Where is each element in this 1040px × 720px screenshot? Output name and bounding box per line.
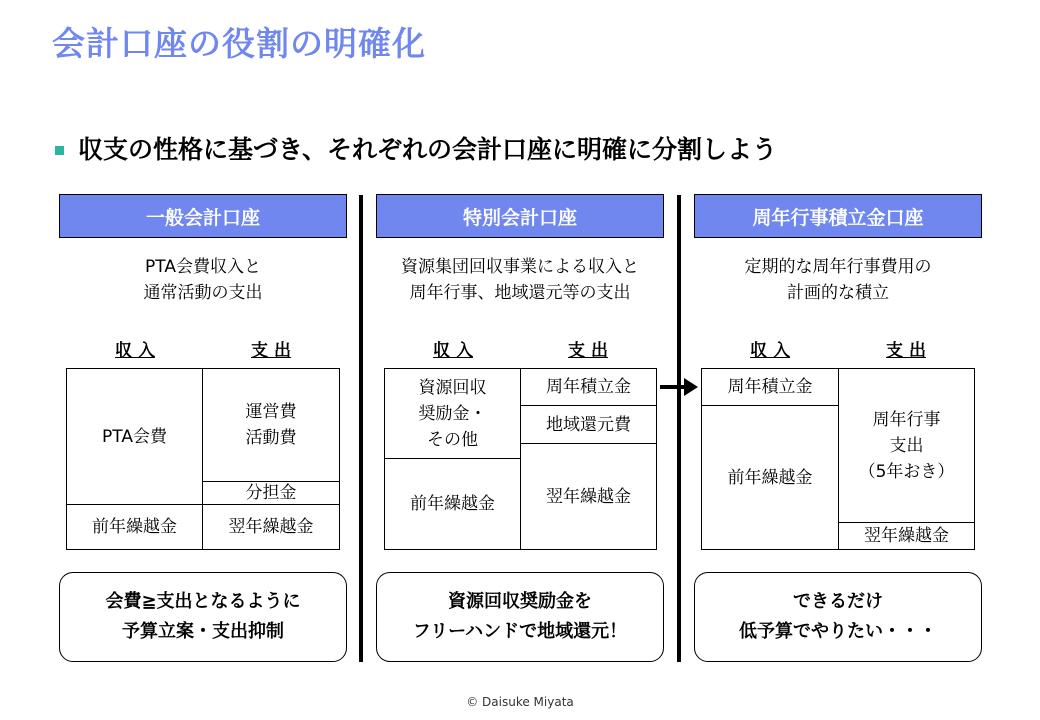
bullet-square-icon bbox=[55, 146, 64, 155]
description-line: 定期的な周年行事費用の bbox=[744, 257, 932, 277]
expense-reserve-cell: 周年積立金 bbox=[520, 368, 657, 406]
column-divider bbox=[359, 195, 363, 662]
copyright: © Daisuke Miyata bbox=[466, 695, 574, 709]
note-special bbox=[376, 572, 664, 662]
expense-community-cell: 地域還元費 bbox=[520, 405, 657, 444]
income-label: 収 入 bbox=[433, 341, 473, 361]
transfer-arrow-line bbox=[660, 385, 686, 389]
expense-carryover-cell: 翌年繰越金 bbox=[520, 443, 657, 550]
note-line: 低予算でやりたい・・・ bbox=[739, 621, 937, 642]
expense-carryover-cell: 翌年繰越金 bbox=[838, 522, 975, 550]
expense-cell bbox=[202, 368, 340, 482]
income-reserve-cell: 周年積立金 bbox=[701, 368, 839, 406]
description-line: 資源集団回収事業による収入と bbox=[401, 257, 639, 277]
note-general bbox=[59, 572, 347, 662]
description-line: 周年行事、地域還元等の支出 bbox=[409, 283, 631, 303]
expense-line: （5年おき） bbox=[858, 461, 955, 482]
description-line: 計画的な積立 bbox=[787, 283, 889, 303]
account-header-general: 一般会計口座 bbox=[59, 194, 347, 238]
note-line: フリーハンドで地域還元！ bbox=[412, 621, 628, 642]
income-line: 奨励金・ bbox=[418, 403, 487, 424]
expense-line: 活動費 bbox=[245, 428, 297, 448]
note-line: 資源回収奨励金を bbox=[448, 591, 592, 612]
income-label: 収 入 bbox=[750, 341, 790, 361]
expense-share-cell: 分担金 bbox=[202, 481, 340, 505]
income-label: 収 入 bbox=[115, 341, 155, 361]
expense-line: 周年行事 bbox=[872, 409, 941, 430]
expense-label: 支 出 bbox=[568, 341, 608, 361]
expense-line: 運営費 bbox=[245, 402, 297, 422]
account-header-special: 特別会計口座 bbox=[376, 194, 664, 238]
description-line: PTA会費収入と bbox=[145, 257, 261, 277]
income-line: その他 bbox=[427, 429, 478, 450]
note-line: 予算立案・支出抑制 bbox=[122, 621, 284, 642]
description-line: 通常活動の支出 bbox=[143, 283, 263, 303]
note-anniversary bbox=[694, 572, 982, 662]
account-description-general bbox=[59, 254, 347, 306]
expense-label: 支 出 bbox=[251, 341, 291, 361]
income-cell bbox=[384, 368, 521, 459]
expense-cell bbox=[838, 368, 975, 523]
income-carryover-cell: 前年繰越金 bbox=[384, 458, 521, 550]
note-line: 会費≧支出となるように bbox=[105, 591, 301, 612]
arrow-right-icon bbox=[684, 378, 698, 396]
subtitle: 収支の性格に基づき、それぞれの会計口座に明確に分割しよう bbox=[78, 135, 778, 164]
account-header-anniversary: 周年行事積立金口座 bbox=[694, 194, 982, 238]
note-line: できるだけ bbox=[793, 591, 883, 612]
income-line: 資源回収 bbox=[418, 377, 487, 398]
page-title: 会計口座の役割の明確化 bbox=[52, 24, 426, 63]
expense-carryover-cell: 翌年繰越金 bbox=[202, 504, 340, 550]
expense-line: 支出 bbox=[889, 435, 924, 456]
expense-label: 支 出 bbox=[886, 341, 926, 361]
account-description-anniversary bbox=[694, 254, 982, 306]
income-carryover-cell: 前年繰越金 bbox=[701, 405, 839, 550]
income-carryover-cell: 前年繰越金 bbox=[66, 504, 203, 550]
income-cell: PTA会費 bbox=[66, 368, 203, 505]
column-divider bbox=[677, 195, 681, 662]
account-description-special bbox=[376, 254, 664, 306]
